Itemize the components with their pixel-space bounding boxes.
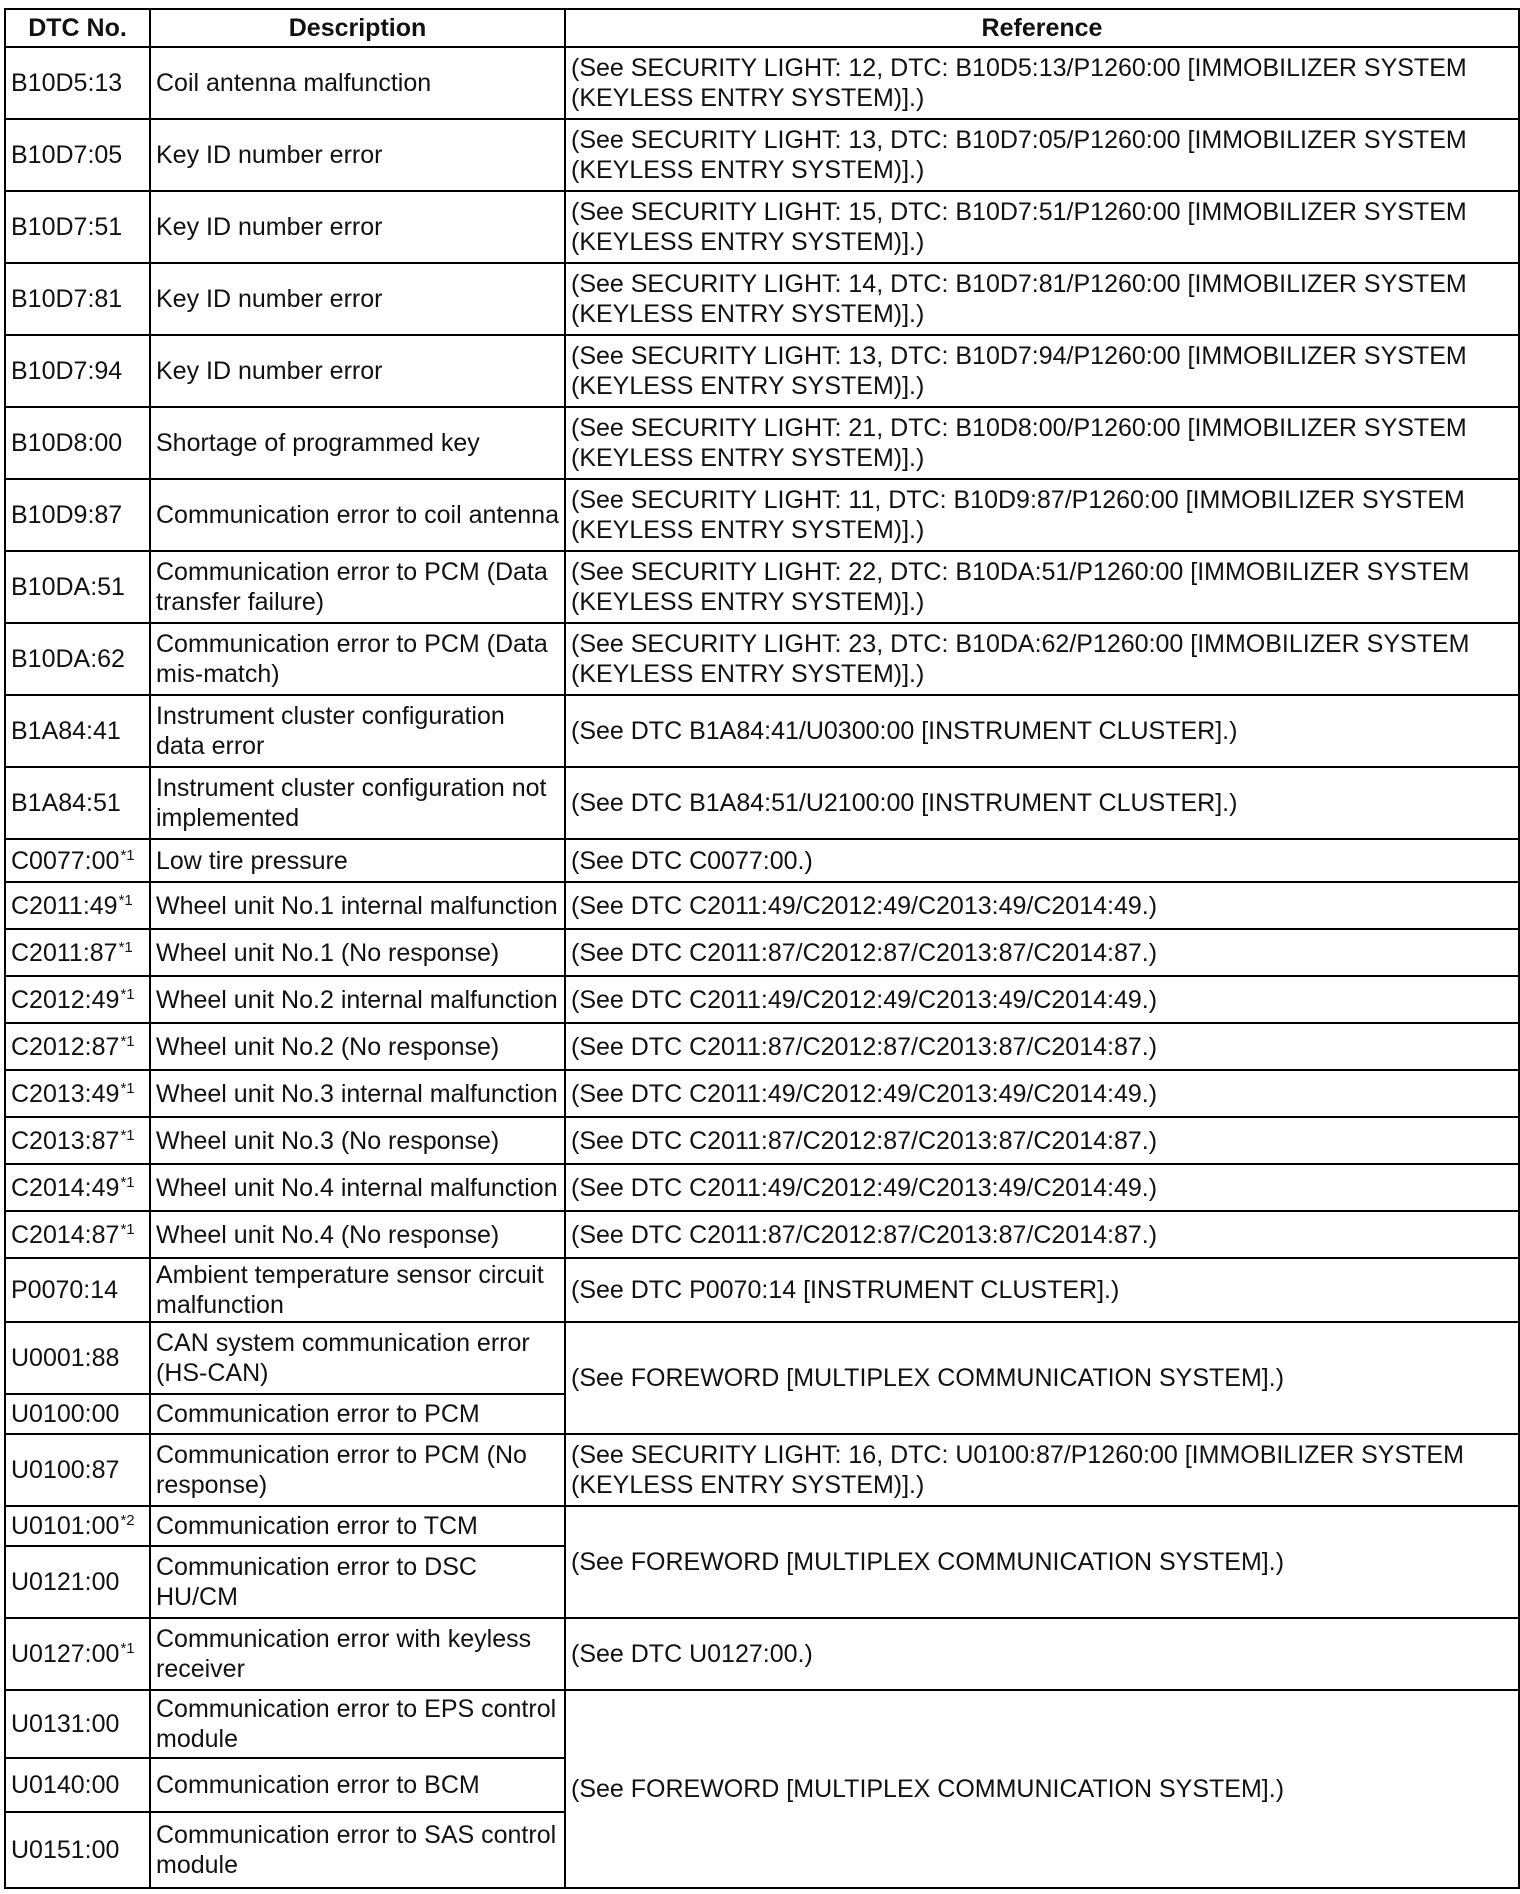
dtc-description: Key ID number error <box>150 263 565 335</box>
table-row <box>5 551 1519 623</box>
dtc-reference: (See DTC U0127:00.) <box>565 1618 1519 1690</box>
footnote-marker: *2 <box>120 1512 135 1529</box>
dtc-code-text: C2013:87 <box>11 1126 120 1155</box>
dtc-description: Communication error to DSC HU/CM <box>150 1546 565 1618</box>
dtc-reference: (See FOREWORD [MULTIPLEX COMMUNICATION SYSTEM].) <box>565 1322 1519 1434</box>
dtc-code <box>5 839 150 882</box>
dtc-reference: (See SECURITY LIGHT: 11, DTC: B10D9:87/P1260:00 [IMMOBILIZER SYSTEM (KEYLESS ENTRY SYSTEM)].) <box>565 479 1519 551</box>
dtc-code: B1A84:51 <box>5 767 150 839</box>
footnote-marker: *1 <box>118 891 133 909</box>
table-row <box>5 1322 1519 1394</box>
dtc-reference: (See DTC C2011:87/C2012:87/C2013:87/C2014:87.) <box>565 1023 1519 1070</box>
dtc-reference: (See SECURITY LIGHT: 13, DTC: B10D7:94/P1260:00 [IMMOBILIZER SYSTEM (KEYLESS ENTRY SYSTEM)].) <box>565 335 1519 407</box>
dtc-reference: (See DTC C2011:87/C2012:87/C2013:87/C2014:87.) <box>565 1117 1519 1164</box>
dtc-code <box>5 882 150 929</box>
table-row <box>5 623 1519 695</box>
dtc-description: Communication error to PCM <box>150 1394 565 1434</box>
dtc-code <box>5 1164 150 1211</box>
dtc-code: U0121:00 <box>5 1546 150 1618</box>
dtc-code: B10D8:00 <box>5 407 150 479</box>
dtc-reference: (See DTC C2011:49/C2012:49/C2013:49/C2014:49.) <box>565 1164 1519 1211</box>
table-row <box>5 1434 1519 1506</box>
dtc-description: Low tire pressure <box>150 839 565 882</box>
dtc-description: Wheel unit No.1 (No response) <box>150 929 565 976</box>
dtc-reference: (See DTC C2011:49/C2012:49/C2013:49/C2014:49.) <box>565 882 1519 929</box>
dtc-reference: (See DTC B1A84:51/U2100:00 [INSTRUMENT CLUSTER].) <box>565 767 1519 839</box>
dtc-code-text: C2011:49 <box>11 891 118 920</box>
dtc-code: U0001:88 <box>5 1322 150 1394</box>
table-row <box>5 767 1519 839</box>
table-row <box>5 695 1519 767</box>
dtc-description: Communication error to SAS control module <box>150 1812 565 1888</box>
dtc-code: B1A84:41 <box>5 695 150 767</box>
dtc-reference: (See SECURITY LIGHT: 12, DTC: B10D5:13/P1260:00 [IMMOBILIZER SYSTEM (KEYLESS ENTRY SYSTEM)].) <box>565 47 1519 119</box>
dtc-code-text: U0101:00 <box>11 1512 120 1540</box>
dtc-reference: (See DTC P0070:14 [INSTRUMENT CLUSTER].) <box>565 1258 1519 1322</box>
table-row <box>5 479 1519 551</box>
dtc-table <box>4 8 1520 1889</box>
dtc-reference: (See DTC C2011:49/C2012:49/C2013:49/C2014:49.) <box>565 1070 1519 1117</box>
dtc-description: Key ID number error <box>150 119 565 191</box>
dtc-description: Communication error with keyless receiver <box>150 1618 565 1690</box>
table-row <box>5 263 1519 335</box>
dtc-description: Communication error to PCM (Data mis-match) <box>150 623 565 695</box>
footnote-marker: *1 <box>120 846 135 864</box>
footnote-marker: *1 <box>118 938 133 956</box>
footnote-marker: *1 <box>120 1079 135 1097</box>
dtc-description: Instrument cluster configuration data error <box>150 695 565 767</box>
dtc-description: Coil antenna malfunction <box>150 47 565 119</box>
table-row <box>5 1117 1519 1164</box>
dtc-reference: (See DTC C2011:87/C2012:87/C2013:87/C2014:87.) <box>565 1211 1519 1258</box>
dtc-code-text: C2014:87 <box>11 1220 120 1249</box>
dtc-code <box>5 976 150 1023</box>
header-row <box>5 9 1519 47</box>
dtc-code: B10D7:51 <box>5 191 150 263</box>
dtc-code-text: U0127:00 <box>11 1640 120 1668</box>
dtc-code <box>5 1117 150 1164</box>
table-row <box>5 191 1519 263</box>
dtc-description: Wheel unit No.4 (No response) <box>150 1211 565 1258</box>
dtc-description: Communication error to TCM <box>150 1506 565 1546</box>
table-row <box>5 407 1519 479</box>
dtc-description: Communication error to BCM <box>150 1758 565 1812</box>
header-dtc-no: DTC No. <box>5 9 150 47</box>
dtc-code: B10D7:94 <box>5 335 150 407</box>
dtc-reference: (See DTC B1A84:41/U0300:00 [INSTRUMENT CLUSTER].) <box>565 695 1519 767</box>
dtc-reference: (See SECURITY LIGHT: 16, DTC: U0100:87/P1260:00 [IMMOBILIZER SYSTEM (KEYLESS ENTRY SYSTEM)].) <box>565 1434 1519 1506</box>
dtc-code: U0100:87 <box>5 1434 150 1506</box>
dtc-code: P0070:14 <box>5 1258 150 1322</box>
dtc-reference: (See DTC C2011:49/C2012:49/C2013:49/C2014:49.) <box>565 976 1519 1023</box>
dtc-description: CAN system communication error (HS-CAN) <box>150 1322 565 1394</box>
dtc-description: Instrument cluster configuration not implemented <box>150 767 565 839</box>
dtc-code <box>5 1506 150 1546</box>
dtc-code: B10D5:13 <box>5 47 150 119</box>
dtc-reference: (See FOREWORD [MULTIPLEX COMMUNICATION SYSTEM].) <box>565 1506 1519 1618</box>
dtc-description: Wheel unit No.3 internal malfunction <box>150 1070 565 1117</box>
footnote-marker: *1 <box>120 985 135 1003</box>
dtc-code-text: C2014:49 <box>11 1173 120 1202</box>
dtc-description: Communication error to EPS control module <box>150 1690 565 1758</box>
dtc-code-text: C2011:87 <box>11 938 118 967</box>
dtc-code-text: C0077:00 <box>11 846 120 875</box>
dtc-code <box>5 929 150 976</box>
dtc-reference: (See SECURITY LIGHT: 21, DTC: B10D8:00/P1260:00 [IMMOBILIZER SYSTEM (KEYLESS ENTRY SYSTEM)].) <box>565 407 1519 479</box>
footnote-marker: *1 <box>120 1126 135 1144</box>
dtc-description: Communication error to PCM (No response) <box>150 1434 565 1506</box>
dtc-code: B10D7:05 <box>5 119 150 191</box>
table-row <box>5 1211 1519 1258</box>
dtc-code <box>5 1211 150 1258</box>
footnote-marker: *1 <box>120 1640 135 1657</box>
dtc-code <box>5 1070 150 1117</box>
dtc-code-text: C2012:49 <box>11 985 120 1014</box>
dtc-reference: (See SECURITY LIGHT: 22, DTC: B10DA:51/P1260:00 [IMMOBILIZER SYSTEM (KEYLESS ENTRY SYSTEM)].) <box>565 551 1519 623</box>
dtc-code: B10DA:62 <box>5 623 150 695</box>
dtc-description: Wheel unit No.1 internal malfunction <box>150 882 565 929</box>
dtc-code-text: C2012:87 <box>11 1032 120 1061</box>
table-row <box>5 335 1519 407</box>
table-row <box>5 1070 1519 1117</box>
dtc-code-text: C2013:49 <box>11 1079 120 1108</box>
dtc-reference: (See SECURITY LIGHT: 15, DTC: B10D7:51/P1260:00 [IMMOBILIZER SYSTEM (KEYLESS ENTRY SYSTEM)].) <box>565 191 1519 263</box>
dtc-description: Wheel unit No.4 internal malfunction <box>150 1164 565 1211</box>
table-row <box>5 1506 1519 1546</box>
table-row <box>5 839 1519 882</box>
dtc-description: Communication error to coil antenna <box>150 479 565 551</box>
table-row <box>5 976 1519 1023</box>
table-row <box>5 1258 1519 1322</box>
dtc-code: B10DA:51 <box>5 551 150 623</box>
dtc-code: U0140:00 <box>5 1758 150 1812</box>
table-row <box>5 1023 1519 1070</box>
table-row <box>5 1618 1519 1690</box>
dtc-reference: (See FOREWORD [MULTIPLEX COMMUNICATION SYSTEM].) <box>565 1690 1519 1888</box>
dtc-reference: (See SECURITY LIGHT: 14, DTC: B10D7:81/P1260:00 [IMMOBILIZER SYSTEM (KEYLESS ENTRY SYSTEM)].) <box>565 263 1519 335</box>
table-row <box>5 929 1519 976</box>
dtc-description: Wheel unit No.3 (No response) <box>150 1117 565 1164</box>
dtc-description: Shortage of programmed key <box>150 407 565 479</box>
dtc-description: Wheel unit No.2 (No response) <box>150 1023 565 1070</box>
header-description: Description <box>150 9 565 47</box>
table-row <box>5 119 1519 191</box>
dtc-reference: (See SECURITY LIGHT: 23, DTC: B10DA:62/P1260:00 [IMMOBILIZER SYSTEM (KEYLESS ENTRY SYSTEM)].) <box>565 623 1519 695</box>
dtc-description: Ambient temperature sensor circuit malfunction <box>150 1258 565 1322</box>
dtc-code: B10D7:81 <box>5 263 150 335</box>
dtc-reference: (See DTC C2011:87/C2012:87/C2013:87/C2014:87.) <box>565 929 1519 976</box>
dtc-code: U0151:00 <box>5 1812 150 1888</box>
footnote-marker: *1 <box>120 1173 135 1191</box>
footnote-marker: *1 <box>120 1220 135 1238</box>
dtc-reference: (See SECURITY LIGHT: 13, DTC: B10D7:05/P1260:00 [IMMOBILIZER SYSTEM (KEYLESS ENTRY SYSTEM)].) <box>565 119 1519 191</box>
table-row <box>5 1164 1519 1211</box>
dtc-code: U0100:00 <box>5 1394 150 1434</box>
table-row <box>5 1690 1519 1758</box>
dtc-code: U0131:00 <box>5 1690 150 1758</box>
dtc-description: Communication error to PCM (Data transfer failure) <box>150 551 565 623</box>
dtc-description: Key ID number error <box>150 191 565 263</box>
dtc-description: Key ID number error <box>150 335 565 407</box>
dtc-code <box>5 1023 150 1070</box>
footnote-marker: *1 <box>120 1032 135 1050</box>
dtc-code <box>5 1618 150 1690</box>
dtc-reference: (See DTC C0077:00.) <box>565 839 1519 882</box>
dtc-code: B10D9:87 <box>5 479 150 551</box>
header-reference: Reference <box>565 9 1519 47</box>
table-row <box>5 47 1519 119</box>
table-row <box>5 882 1519 929</box>
dtc-description: Wheel unit No.2 internal malfunction <box>150 976 565 1023</box>
